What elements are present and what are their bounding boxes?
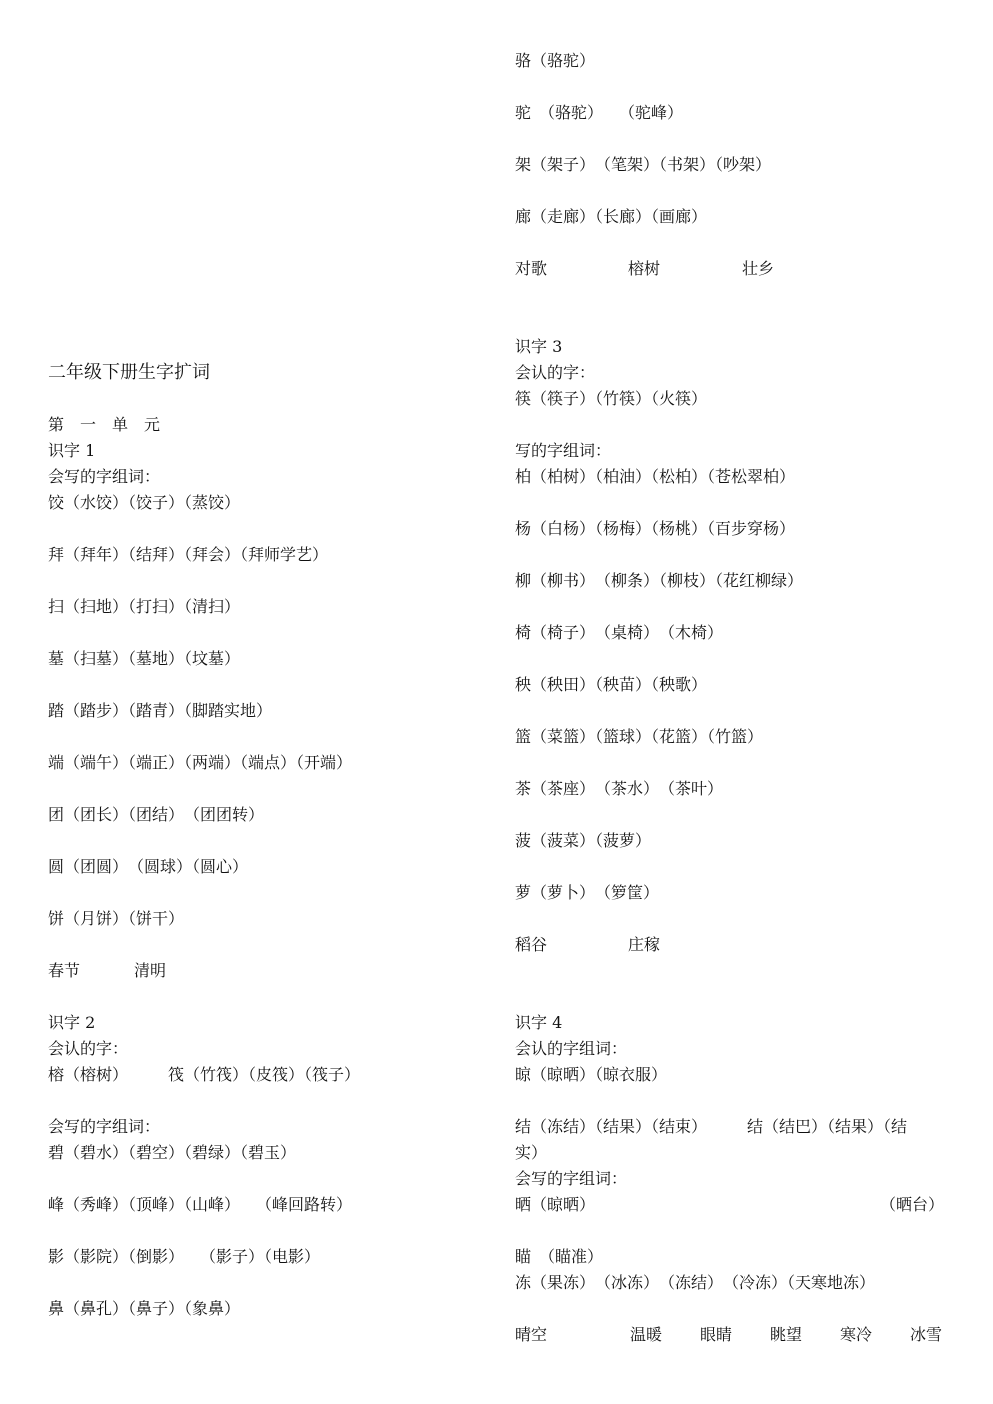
word-line: 结（冻结）（结果）（结束） 结（结巴）（结果）（结 bbox=[515, 1117, 908, 1136]
page-title: 二年级下册生字扩词 bbox=[48, 362, 210, 383]
word-line: 廊（走廊）（长廊）（画廊） bbox=[515, 207, 708, 226]
word-line: （晒台） bbox=[880, 1195, 945, 1214]
section-heading-s2: 识字 2 bbox=[48, 1013, 96, 1032]
read-label-s2: 会认的字： bbox=[48, 1039, 129, 1058]
vocab-word: 眼睛 bbox=[700, 1325, 733, 1344]
vocab-word: 晴空 bbox=[515, 1325, 548, 1344]
read-label-s4: 会认的字组词： bbox=[515, 1039, 628, 1058]
word-line: 茶（茶座） （茶水） （茶叶） bbox=[515, 779, 724, 798]
word-line: 鼻（鼻孔）（鼻子）（象鼻） bbox=[48, 1299, 241, 1318]
word-line: 杨（白杨）（杨梅）（杨桃）（百步穿杨） bbox=[515, 519, 796, 538]
section-heading-s4: 识字 4 bbox=[515, 1013, 563, 1032]
word-line: 影（影院）（倒影） （影子）（电影） bbox=[48, 1247, 321, 1266]
word-line: 驼 （骆驼） （驼峰） bbox=[515, 103, 684, 122]
word-line: 骆（骆驼） bbox=[515, 51, 596, 70]
word-line: 椅（椅子） （桌椅） （木椅） bbox=[515, 623, 724, 642]
word-line: 晒（晾晒） bbox=[515, 1195, 596, 1214]
read-line-s2: 榕（榕树） 筏（竹筏）（皮筏）（筏子） bbox=[48, 1065, 361, 1084]
word-line: 秧（秧田）（秧苗）（秧歌） bbox=[515, 675, 708, 694]
word-line: 冻（果冻） （冰冻） （冻结） （冷冻）（天寒地冻） bbox=[515, 1273, 876, 1292]
unit-heading: 第 一 单 元 bbox=[48, 415, 161, 434]
vocab-word: 庄稼 bbox=[628, 935, 661, 954]
word-line: 篮（菜篮）（篮球）（花篮）（竹篮） bbox=[515, 727, 764, 746]
vocab-word: 榕树 bbox=[628, 259, 661, 278]
vocab-word: 温暖 bbox=[630, 1325, 663, 1344]
vocab-word: 冰雪 bbox=[910, 1325, 943, 1344]
word-line: 圆（团圆） （圆球）（圆心） bbox=[48, 857, 249, 876]
write-label-s1: 会写的字组词： bbox=[48, 467, 161, 486]
word-line: 饺（水饺）（饺子）（蒸饺） bbox=[48, 493, 241, 512]
word-line: 碧（碧水）（碧空）（碧绿）（碧玉） bbox=[48, 1143, 297, 1162]
word-line: 团（团长）（团结） （团团转） bbox=[48, 805, 265, 824]
word-line: 饼（月饼）（饼干） bbox=[48, 909, 185, 928]
vocab-word: 对歌 bbox=[515, 259, 548, 278]
write-label-s2: 会写的字组词： bbox=[48, 1117, 161, 1136]
vocab-word: 寒冷 bbox=[840, 1325, 873, 1344]
vocab-word: 眺望 bbox=[770, 1325, 803, 1344]
word-line: 扫（扫地）（打扫）（清扫） bbox=[48, 597, 241, 616]
vocab-word: 春节 bbox=[48, 961, 81, 980]
word-line: 菠（菠菜）（菠萝） bbox=[515, 831, 652, 850]
word-line: 峰（秀峰）（顶峰）（山峰） （峰回路转） bbox=[48, 1195, 353, 1214]
word-line: 踏（踏步）（踏青）（脚踏实地） bbox=[48, 701, 273, 720]
section-heading-s1: 识字 1 bbox=[48, 441, 96, 460]
read-line-s3: 筷（筷子）（竹筷）（火筷） bbox=[515, 389, 708, 408]
section-heading-s3: 识字 3 bbox=[515, 337, 563, 356]
word-line: 拜（拜年）（结拜）（拜会）（拜师学艺） bbox=[48, 545, 329, 564]
word-line: 架（架子） （笔架）（书架）（吵架） bbox=[515, 155, 772, 174]
word-line: 柳（柳书） （柳条）（柳枝）（花红柳绿） bbox=[515, 571, 804, 590]
vocab-word: 稻谷 bbox=[515, 935, 548, 954]
write-label-s4: 会写的字组词： bbox=[515, 1169, 628, 1188]
word-line: 柏（柏树）（柏油）（松柏）（苍松翠柏） bbox=[515, 467, 796, 486]
word-line: 墓（扫墓）（墓地）（坟墓） bbox=[48, 649, 241, 668]
word-line: 萝（萝卜） （箩筐） bbox=[515, 883, 660, 902]
word-line: 端（端午）（端正）（两端）（端点）（开端） bbox=[48, 753, 353, 772]
word-line: 实） bbox=[515, 1143, 548, 1162]
write-label-s3: 写的字组词： bbox=[515, 441, 612, 460]
vocab-word: 清明 bbox=[134, 961, 167, 980]
word-line: 瞄 （瞄准） bbox=[515, 1247, 604, 1266]
read-line-s4: 晾（晾晒）（晾衣服） bbox=[515, 1065, 668, 1084]
read-label-s3: 会认的字： bbox=[515, 363, 596, 382]
vocab-word: 壮乡 bbox=[742, 259, 775, 278]
